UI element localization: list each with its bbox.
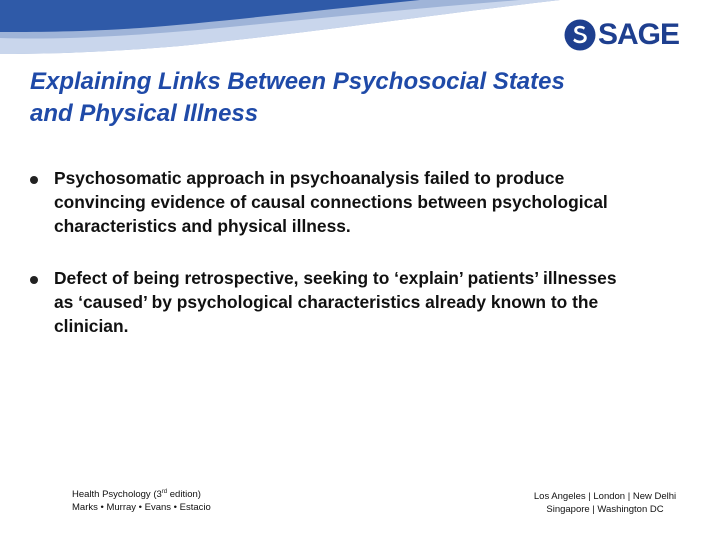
slide-title: [30, 66, 690, 130]
publisher-locations: [500, 490, 710, 516]
logo-wordmark: SAGE: [598, 18, 680, 51]
locations-line-2: Singapore | Washington DC: [546, 504, 664, 515]
bullet-text: [54, 266, 617, 338]
bullet-line: as ‘caused’ by psychological characteristics already known to the: [54, 292, 599, 312]
book-citation: [72, 486, 211, 514]
edition-superscript: rd: [161, 489, 168, 495]
bullet-line: clinician.: [54, 316, 129, 336]
title-line-1: Explaining Links Between Psychosocial States: [30, 68, 565, 95]
book-authors: Marks • Murray • Evans • Estacio: [72, 502, 211, 514]
sage-seal-icon: [564, 18, 596, 52]
bullet-dot-icon: [30, 276, 38, 284]
bullet-line: Defect of being retrospective, seeking to ‘explain’ patients’ illnesses: [54, 268, 617, 288]
bullet-dot-icon: [30, 176, 38, 184]
sage-logo: [564, 18, 680, 52]
bullet-list: [30, 166, 710, 366]
title-line-2: and Physical Illness: [30, 100, 259, 127]
book-title: Health Psychology (3: [72, 489, 162, 501]
bullet-line: characteristics and physical illness.: [54, 216, 351, 236]
bullet-line: convincing evidence of causal connections between psychological: [54, 192, 608, 212]
bullet-item: [30, 266, 710, 338]
locations-line-1: Los Angeles | London | New Delhi: [533, 491, 677, 502]
bullet-item: [30, 166, 710, 238]
edition-text: edition): [167, 489, 201, 501]
bullet-text: [54, 166, 608, 238]
bullet-line: Psychosomatic approach in psychoanalysis failed to produce: [54, 168, 565, 188]
